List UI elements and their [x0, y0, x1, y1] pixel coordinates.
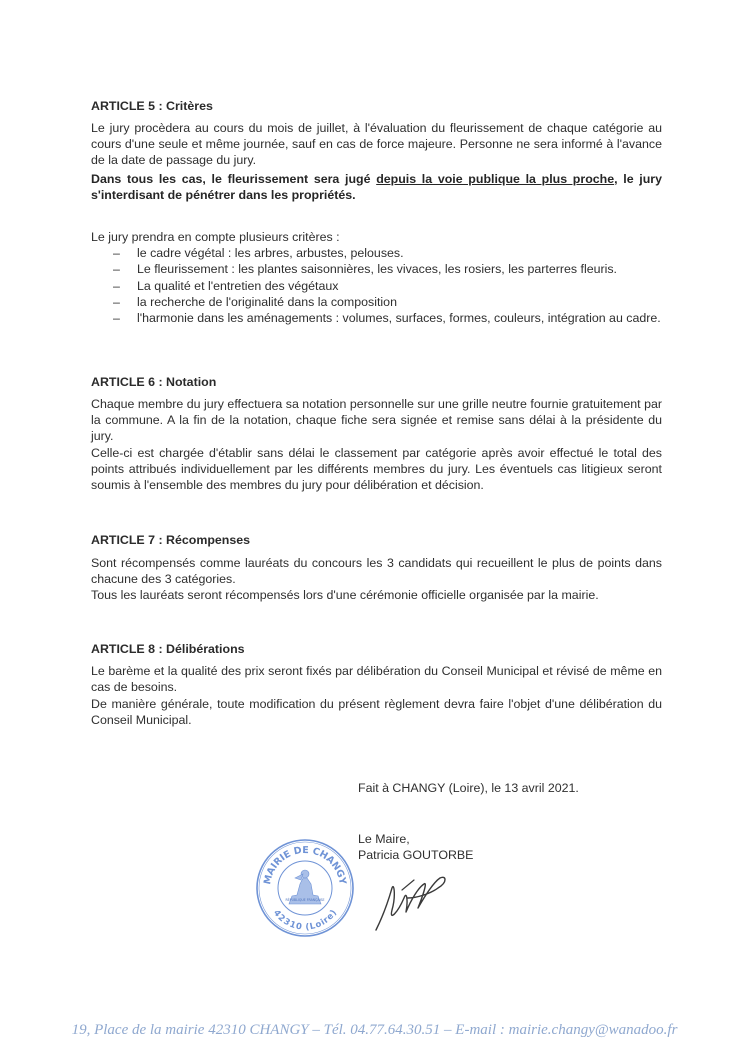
stamp-top-text: MAIRIE DE CHANGY — [262, 844, 348, 886]
mayor-role: Le Maire, — [358, 832, 410, 846]
article-7-title: ARTICLE 7 : Récompenses — [91, 533, 251, 547]
article-5-paragraph-2-start: Dans tous les cas, le fleurissement sera jugé — [91, 172, 377, 186]
dash-bullet: – — [113, 262, 120, 277]
handwritten-signature — [368, 868, 453, 940]
article-8-paragraph-1: Le barème et la qualité des prix seront fixés par délibération du Conseil Municipal et révisé de même en cas de besoins. — [91, 664, 662, 695]
article-8-paragraph-2: De manière générale, toute modification du présent règlement devra faire l'objet d'une délibération du Conseil Municipal. — [91, 697, 662, 728]
dash-bullet: – — [113, 294, 120, 309]
article-5-paragraph-2 — [91, 171, 662, 203]
criteria-section — [91, 229, 662, 326]
list-item: – la recherche de l'originalité dans la composition — [113, 294, 397, 309]
article-7-paragraph-2: Tous les lauréats seront récompensés lors d'une cérémonie officielle organisée par la mairie. — [91, 588, 599, 602]
criteria-list — [91, 245, 662, 326]
list-item: – le cadre végétal : les arbres, arbustes, pelouses. — [113, 246, 404, 261]
article-5-paragraph-1: Le jury procèdera au cours du mois de juillet, à l'évaluation du fleurissement de chaque catégorie au cours d'une seule et même journée, sauf en cas de force majeure. Personne ne sera informé à l'avance de la date de passage du jury. — [91, 121, 662, 168]
criteria-intro: Le jury prendra en compte plusieurs critères : — [91, 230, 340, 244]
stamp-inner-text: RÉPUBLIQUE FRANÇAISE — [285, 898, 325, 902]
mayor-name: Patricia GOUTORBE — [358, 848, 474, 862]
footer-contact: 19, Place de la mairie 42310 CHANGY – Tél. 04.77.64.30.51 – E-mail : mairie.changy@wanadoo.fr — [71, 1022, 678, 1038]
list-item: – l'harmonie dans les aménagements : volumes, surfaces, formes, couleurs, intégration au cadre. — [113, 311, 661, 326]
article-6-paragraph-1: Chaque membre du jury effectuera sa notation personnelle sur une grille neutre fournie gratuitement par la commune. A la fin de la notation, chaque fiche sera signée et remise sans délai à la présidente du jury. — [91, 397, 662, 444]
article-6-paragraph-2: Celle-ci est chargée d'établir sans délai le classement par catégorie après avoir effectué le total des points attribués individuellement par les différents membres du jury. Les éventuels cas litigieux seront soumis à l'ensemble des membres du jury pour délibération et décision. — [91, 446, 662, 493]
list-item: – La qualité et l'entretien des végétaux — [113, 278, 339, 293]
list-item: – Le fleurissement : les plantes saisonnières, les vivaces, les rosiers, les parterres fleuris. — [113, 262, 617, 277]
dash-bullet: – — [113, 246, 120, 261]
official-stamp — [255, 838, 355, 938]
dash-bullet: – — [113, 278, 120, 293]
article-5-underlined-phrase: depuis la voie publique la plus proche — [376, 172, 615, 186]
article-8-title: ARTICLE 8 : Délibérations — [91, 642, 245, 656]
article-6-title: ARTICLE 6 : Notation — [91, 375, 217, 389]
article-7-paragraph-1: Sont récompensés comme lauréats du concours les 3 candidats qui recueillent le plus de points dans chacune des 3 catégories. — [91, 556, 662, 587]
article-5-paragraph-2-end: , le jury s'interdisant de pénétrer dans les propriétés. — [91, 172, 663, 203]
stamp-bottom-text: 42310 (Loire) — [270, 908, 340, 933]
place-date: Fait à CHANGY (Loire), le 13 avril 2021. — [358, 781, 579, 795]
dash-bullet: – — [113, 311, 120, 326]
article-5-title: ARTICLE 5 : Critères — [91, 99, 213, 113]
